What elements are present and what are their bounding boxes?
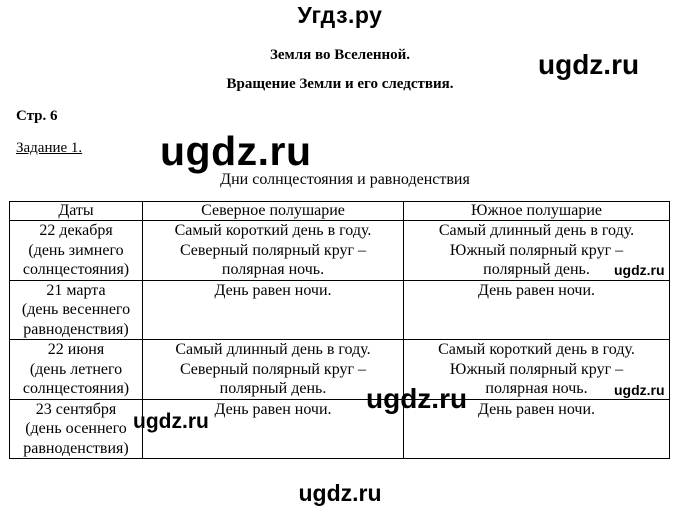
south-line: День равен ночи. bbox=[477, 281, 596, 299]
south-line: Южный полярный круг – bbox=[449, 360, 624, 378]
north-line: День равен ночи. bbox=[214, 281, 332, 299]
south-line: Самый короткий день в году. bbox=[438, 341, 635, 358]
south-line: Южный полярный круг – bbox=[449, 241, 624, 259]
north-line: Самый длинный день в году. bbox=[175, 341, 371, 358]
table-row bbox=[10, 399, 670, 459]
watermark: ugdz.ru bbox=[614, 382, 665, 398]
north-line: Северный полярный круг – bbox=[179, 360, 367, 378]
north-cell bbox=[143, 340, 404, 400]
header-dates: Даты bbox=[10, 202, 143, 221]
date-line: (день летнего bbox=[29, 360, 123, 378]
south-line: полярный день. bbox=[483, 261, 590, 278]
date-line: 22 июня bbox=[47, 341, 105, 358]
watermark: ugdz.ru bbox=[538, 49, 640, 80]
site-title: Угдз.ру bbox=[297, 2, 383, 28]
date-line: солнцестояния) bbox=[22, 380, 130, 397]
table-caption: Дни солнцестояния и равноденствия bbox=[220, 171, 470, 188]
north-line: Северный полярный круг – bbox=[179, 241, 367, 259]
table-row bbox=[10, 221, 670, 281]
watermark: ugdz.ru bbox=[160, 128, 312, 174]
date-line: 21 марта bbox=[46, 281, 106, 299]
watermark: ugdz.ru bbox=[614, 262, 665, 278]
table-row bbox=[10, 280, 670, 340]
date-line: (день осеннего bbox=[25, 420, 127, 437]
table-row bbox=[10, 340, 670, 400]
north-cell bbox=[143, 280, 404, 340]
south-line: Самый длинный день в году. bbox=[438, 222, 635, 239]
north-cell bbox=[143, 221, 404, 281]
date-cell bbox=[10, 280, 143, 340]
date-cell bbox=[10, 399, 143, 459]
topic-heading: Земля во Вселенной. bbox=[269, 47, 411, 63]
date-line: солнцестояния) bbox=[22, 261, 130, 278]
subtopic-heading: Вращение Земли и его следствия. bbox=[226, 76, 454, 92]
table-header-row bbox=[10, 202, 670, 221]
header-south: Южное полушарие bbox=[404, 202, 670, 221]
south-cell bbox=[404, 280, 670, 340]
date-line: равноденствия) bbox=[23, 439, 129, 457]
watermark: ugdz.ru bbox=[298, 480, 382, 506]
north-line: Самый короткий день в году. bbox=[174, 222, 372, 239]
north-line: полярный день. bbox=[219, 380, 327, 397]
watermark: ugdz.ru bbox=[133, 410, 209, 433]
task-label: Задание 1. bbox=[16, 140, 83, 156]
date-line: 23 сентября bbox=[35, 400, 117, 418]
date-line: (день весеннего bbox=[21, 301, 131, 318]
watermark: ugdz.ru bbox=[366, 383, 468, 414]
date-line: равноденствия) bbox=[23, 320, 129, 338]
header-north: Северное полушарие bbox=[143, 202, 404, 221]
page-label: Стр. 6 bbox=[16, 108, 58, 124]
solstice-equinox-table bbox=[9, 201, 670, 459]
date-cell bbox=[10, 221, 143, 281]
date-line: (день зимнего bbox=[28, 241, 124, 259]
north-line: полярная ночь. bbox=[221, 261, 325, 278]
north-line: День равен ночи. bbox=[214, 400, 332, 418]
south-line: полярная ночь. bbox=[485, 380, 588, 397]
date-line: 22 декабря bbox=[39, 222, 113, 239]
date-cell bbox=[10, 340, 143, 400]
south-line: День равен ночи. bbox=[477, 400, 596, 418]
